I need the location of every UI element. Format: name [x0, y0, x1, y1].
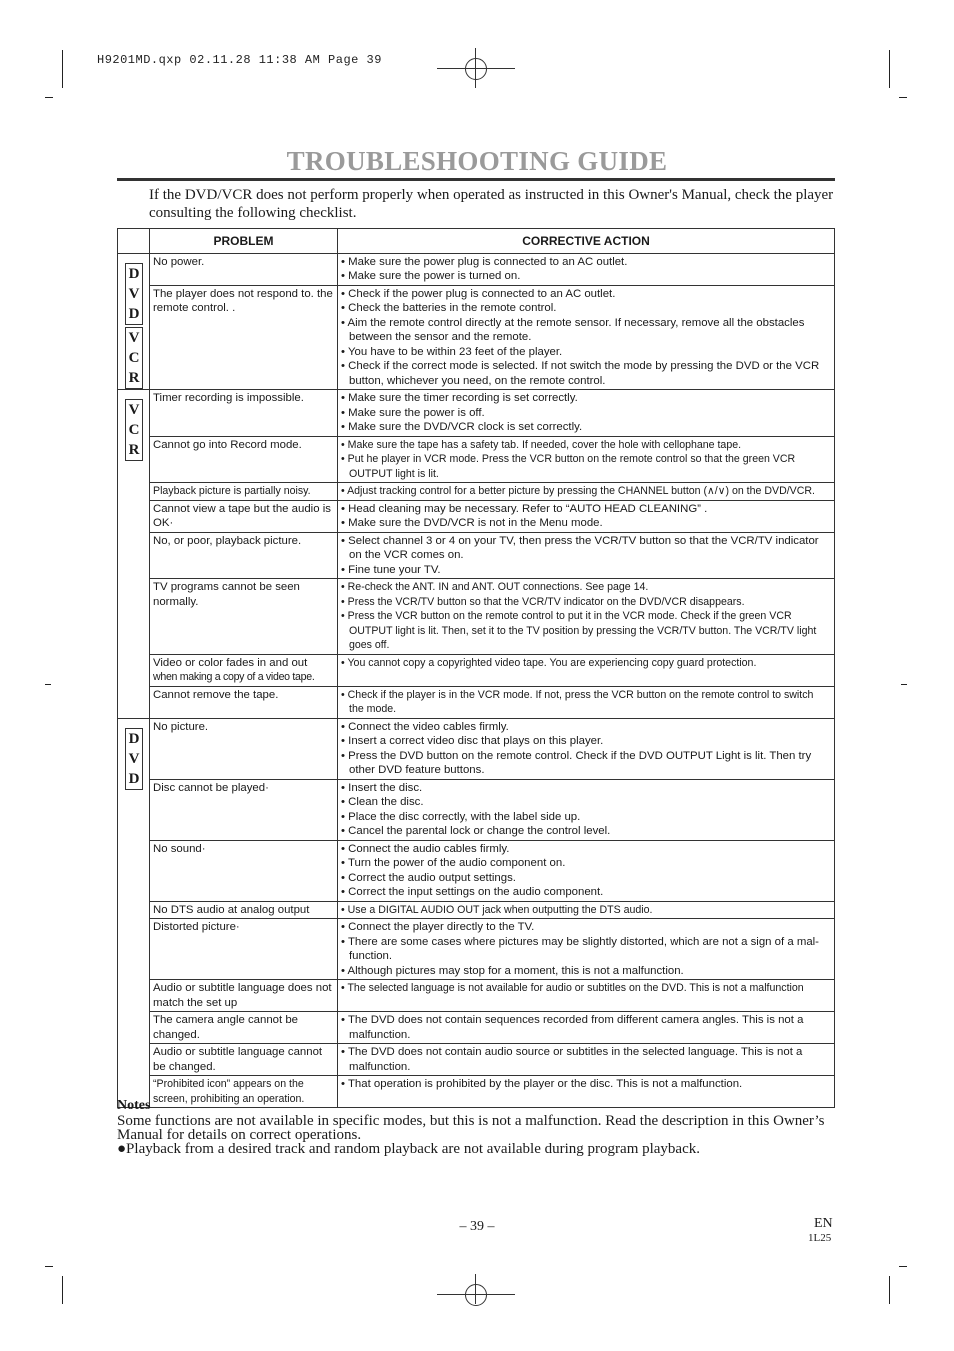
problem-cell	[150, 840, 338, 901]
action-item: • Put he player in VCR mode. Press the VCR button on the remote control so that the green VCR OUTPUT light is lit.	[341, 453, 796, 480]
table-row	[118, 1076, 835, 1108]
note-bullet: ●Playback from a desired track and random playback are not available during program playback.	[117, 1141, 701, 1157]
action-item: • Adjust tracking control for a better picture by pressing the CHANNEL button (∧/∨) on the DVD/VCR.	[341, 485, 815, 497]
table-header-row	[118, 229, 835, 254]
crop-mark	[62, 1276, 63, 1304]
action-cell	[338, 1012, 835, 1044]
problem-text: No sound·	[153, 842, 206, 855]
action-cell	[338, 1044, 835, 1076]
problem-cell	[150, 686, 338, 718]
table-row	[118, 919, 835, 980]
action-item: • You have to be within 23 feet of the player.	[341, 345, 563, 358]
crop-mark	[45, 1266, 53, 1267]
problem-text: Video or color fades in and out	[153, 656, 308, 669]
problem-cell	[150, 718, 338, 779]
language-code: EN	[814, 1216, 833, 1231]
problem-cell	[150, 483, 338, 501]
action-cell	[338, 532, 835, 579]
problem-text: TV programs cannot be seen normally.	[153, 581, 300, 608]
action-cell	[338, 901, 835, 919]
action-item: • Make sure the tape has a safety tab. If needed, cover the hole with cellophane tape.	[341, 438, 742, 451]
problem-text: The player does not respond to. the remote control. .	[153, 287, 333, 314]
registration-mark-icon	[465, 58, 487, 80]
registration-line	[475, 48, 476, 88]
action-item: • Check if the player is in the VCR mode. If not, press the VCR button on the remote control to switch the mode.	[341, 688, 814, 715]
problem-cell	[150, 980, 338, 1012]
problem-text: Cannot view a tape but the audio is OK·	[153, 502, 331, 529]
registration-mark-icon	[465, 1284, 487, 1306]
action-item: • The DVD does not contain sequences recorded from different camera angles. This is not a malfunction.	[341, 1014, 804, 1041]
table-row	[118, 686, 835, 718]
action-item: • Make sure the power plug is connected to an AC outlet.	[341, 255, 628, 268]
table-row	[118, 285, 835, 390]
problem-text: Audio or subtitle language cannot be changed.	[153, 1046, 323, 1073]
section-letter: R	[128, 369, 140, 386]
action-cell	[338, 253, 835, 285]
intro-text: If the DVD/VCR does not perform properly when operated as instructed in this Owner's Manual, check the player consulting the following checklist.	[149, 187, 834, 221]
problem-text: Disc cannot be played·	[153, 781, 269, 794]
action-item: • Press the VCR button on the remote control to put it in the VCR mode. Check if the green VCR OUTPUT light is lit. Then, set it to the TV position by pressing the VCR/TV button. The VCR/TV light goes off.	[341, 610, 817, 651]
action-item: • Correct the audio output settings.	[341, 871, 516, 884]
table-row	[118, 253, 835, 285]
action-cell	[338, 686, 835, 718]
action-item: • That operation is prohibited by the player or the disc. This is not a malfunction.	[341, 1078, 743, 1090]
action-cell	[338, 483, 835, 501]
action-item: • The DVD does not contain audio source or subtitles in the selected language. This is not a malfunction.	[341, 1046, 803, 1073]
action-cell	[338, 285, 835, 390]
problem-text: No, or poor, playback picture.	[153, 534, 302, 547]
problem-cell	[150, 1076, 338, 1108]
registration-line	[437, 1294, 515, 1295]
action-header: CORRECTIVE ACTION	[338, 229, 835, 254]
table-row	[118, 901, 835, 919]
action-cell	[338, 390, 835, 437]
problem-cell	[150, 1044, 338, 1076]
table-row	[118, 579, 835, 655]
action-item: • Make sure the power is off.	[341, 406, 485, 419]
action-item: • Clean the disc.	[341, 796, 424, 808]
registration-line	[437, 68, 515, 69]
crop-mark	[62, 50, 63, 88]
action-item: • Press the DVD button on the remote control. Check if the DVD OUTPUT Light is lit. Then try other DVD feature buttons.	[341, 749, 812, 776]
action-item: • Turn the power of the audio component on.	[341, 857, 566, 869]
crop-mark	[889, 1276, 890, 1304]
problem-text: No picture.	[153, 720, 209, 733]
problem-cell	[150, 779, 338, 840]
crop-mark	[899, 97, 907, 98]
action-item: • Insert the disc.	[341, 781, 423, 794]
problem-cell	[150, 654, 338, 686]
action-cell	[338, 840, 835, 901]
crop-mark	[899, 1266, 907, 1267]
crop-mark	[45, 684, 51, 685]
action-item: • Make sure the DVD/VCR is not in the Menu mode.	[341, 517, 603, 529]
action-item: • Select channel 3 or 4 on your TV, then press the VCR/TV button so that the VCR/TV indicator on the VCR comes on.	[341, 534, 819, 561]
action-item: • Although pictures may stop for a moment, this is not a malfunction.	[341, 964, 684, 977]
problem-cell	[150, 390, 338, 437]
action-cell	[338, 654, 835, 686]
crop-mark	[45, 97, 53, 98]
problem-text: Cannot remove the tape.	[153, 688, 279, 701]
problem-text: No DTS audio at analog output	[153, 903, 310, 916]
section-letter-box	[125, 263, 143, 325]
page-title: TROUBLESHOOTING GUIDE	[286, 146, 668, 176]
action-item: • Check the batteries in the remote control.	[341, 302, 557, 314]
action-cell	[338, 919, 835, 980]
section-letter: V	[128, 750, 140, 767]
troubleshooting-table	[117, 228, 835, 1108]
problem-cell	[150, 532, 338, 579]
action-cell	[338, 1076, 835, 1108]
table-row	[118, 436, 835, 483]
problem-text: Timer recording is impossible.	[153, 392, 304, 404]
section-letter: C	[128, 349, 140, 366]
table-row	[118, 779, 835, 840]
crop-mark	[889, 50, 890, 88]
section-letter: D	[128, 770, 140, 787]
table-row	[118, 840, 835, 901]
action-item: • Make sure the DVD/VCR clock is set correctly.	[341, 421, 583, 433]
action-item: • Aim the remote control directly at the remote sensor. If necessary, remove all the obstacles between the sensor and the remote.	[341, 316, 805, 343]
action-cell	[338, 579, 835, 655]
section-letter: D	[128, 730, 140, 747]
action-item: • Check if the power plug is connected to an AC outlet.	[341, 287, 616, 300]
action-item: • Place the disc correctly, with the label side up.	[341, 810, 581, 823]
section-label	[118, 253, 150, 390]
table-row	[118, 500, 835, 532]
problem-cell	[150, 579, 338, 655]
problem-cell	[150, 253, 338, 285]
note-text: Some functions are not available in specific modes, but this is not a malfunction. Read the description in this Owner’s Manual for details on correct operations.	[117, 1113, 825, 1143]
section-letter: V	[128, 402, 140, 418]
problem-cell	[150, 1012, 338, 1044]
action-item: • Make sure the power is turned on.	[341, 270, 521, 282]
file-info-header: H9201MD.qxp 02.11.28 11:38 AM Page 39	[97, 53, 382, 67]
model-code: 1L25	[808, 1232, 832, 1244]
action-item: • There are some cases where pictures may be slightly distorted, which are not a sign of a mal-function.	[341, 935, 819, 962]
action-cell	[338, 436, 835, 483]
action-cell	[338, 718, 835, 779]
section-letter-box	[125, 399, 143, 461]
problem-header: PROBLEM	[150, 229, 338, 254]
action-item: • Connect the player directly to the TV.	[341, 921, 535, 933]
action-item: • Insert a correct video disc that plays on this player.	[341, 735, 604, 747]
section-header-cell	[118, 229, 150, 254]
problem-cell	[150, 500, 338, 532]
action-item: • Re-check the ANT. IN and ANT. OUT connections. See page 14.	[341, 581, 649, 593]
table-row	[118, 532, 835, 579]
table-body	[118, 253, 835, 1108]
problem-subtext: when making a copy of a video tape.	[153, 671, 315, 683]
action-item: • Use a DIGITAL AUDIO OUT jack when outputting the DTS audio.	[341, 903, 653, 916]
table-row	[118, 980, 835, 1012]
section-letter-box	[125, 327, 143, 389]
action-cell	[338, 980, 835, 1012]
section-letter: C	[128, 422, 140, 438]
page-number: – 39 –	[459, 1219, 495, 1234]
action-item: • Correct the input settings on the audio component.	[341, 886, 604, 898]
section-letter: V	[128, 329, 140, 346]
crop-mark	[901, 684, 907, 685]
section-label	[118, 390, 150, 719]
table-row	[118, 718, 835, 779]
action-cell	[338, 779, 835, 840]
problem-text: No power.	[153, 255, 205, 268]
title-rule	[117, 178, 835, 181]
action-item: • Connect the audio cables firmly.	[341, 842, 510, 855]
problem-cell	[150, 436, 338, 483]
problem-text: “Prohibited icon” appears on the screen, prohibiting an operation.	[153, 1078, 305, 1105]
table-row	[118, 483, 835, 501]
section-label	[118, 718, 150, 1108]
action-item: • Connect the video cables firmly.	[341, 720, 509, 733]
action-item: • Head cleaning may be necessary. Refer to “AUTO HEAD CLEANING” .	[341, 502, 708, 515]
action-cell	[338, 500, 835, 532]
section-letter: D	[128, 305, 140, 322]
table-row	[118, 654, 835, 686]
action-item: • The selected language is not available for audio or subtitles on the DVD. This is not a malfunction	[341, 982, 804, 994]
table-row	[118, 1012, 835, 1044]
notes-title: Notes	[117, 1098, 151, 1113]
problem-text: Playback picture is partially noisy.	[153, 485, 311, 497]
registration-line	[475, 1274, 476, 1304]
problem-cell	[150, 919, 338, 980]
action-item: • Fine tune your TV.	[341, 563, 441, 576]
section-letter-box	[125, 728, 143, 790]
problem-cell	[150, 901, 338, 919]
section-letter: R	[128, 442, 140, 458]
problem-cell	[150, 285, 338, 390]
action-item: • You cannot copy a copyrighted video tape. You are experiencing copy guard protection.	[341, 656, 757, 669]
problem-text: The camera angle cannot be changed.	[153, 1014, 299, 1041]
table-row	[118, 1044, 835, 1076]
section-letter: V	[128, 285, 140, 302]
table-row	[118, 390, 835, 437]
problem-text: Cannot go into Record mode.	[153, 438, 302, 451]
action-item: • Press the VCR/TV button so that the VCR/TV indicator on the DVD/VCR disappears.	[341, 595, 745, 608]
problem-text: Distorted picture·	[153, 921, 240, 933]
action-item: • Cancel the parental lock or change the control level.	[341, 825, 611, 837]
section-letter: D	[128, 265, 140, 282]
action-item: • Check if the correct mode is selected. If not switch the mode by pressing the DVD or the VCR button, whichever you need, on the remote control.	[341, 360, 820, 387]
action-item: • Make sure the timer recording is set correctly.	[341, 392, 578, 404]
problem-text: Audio or subtitle language does not match the set up	[153, 982, 332, 1009]
